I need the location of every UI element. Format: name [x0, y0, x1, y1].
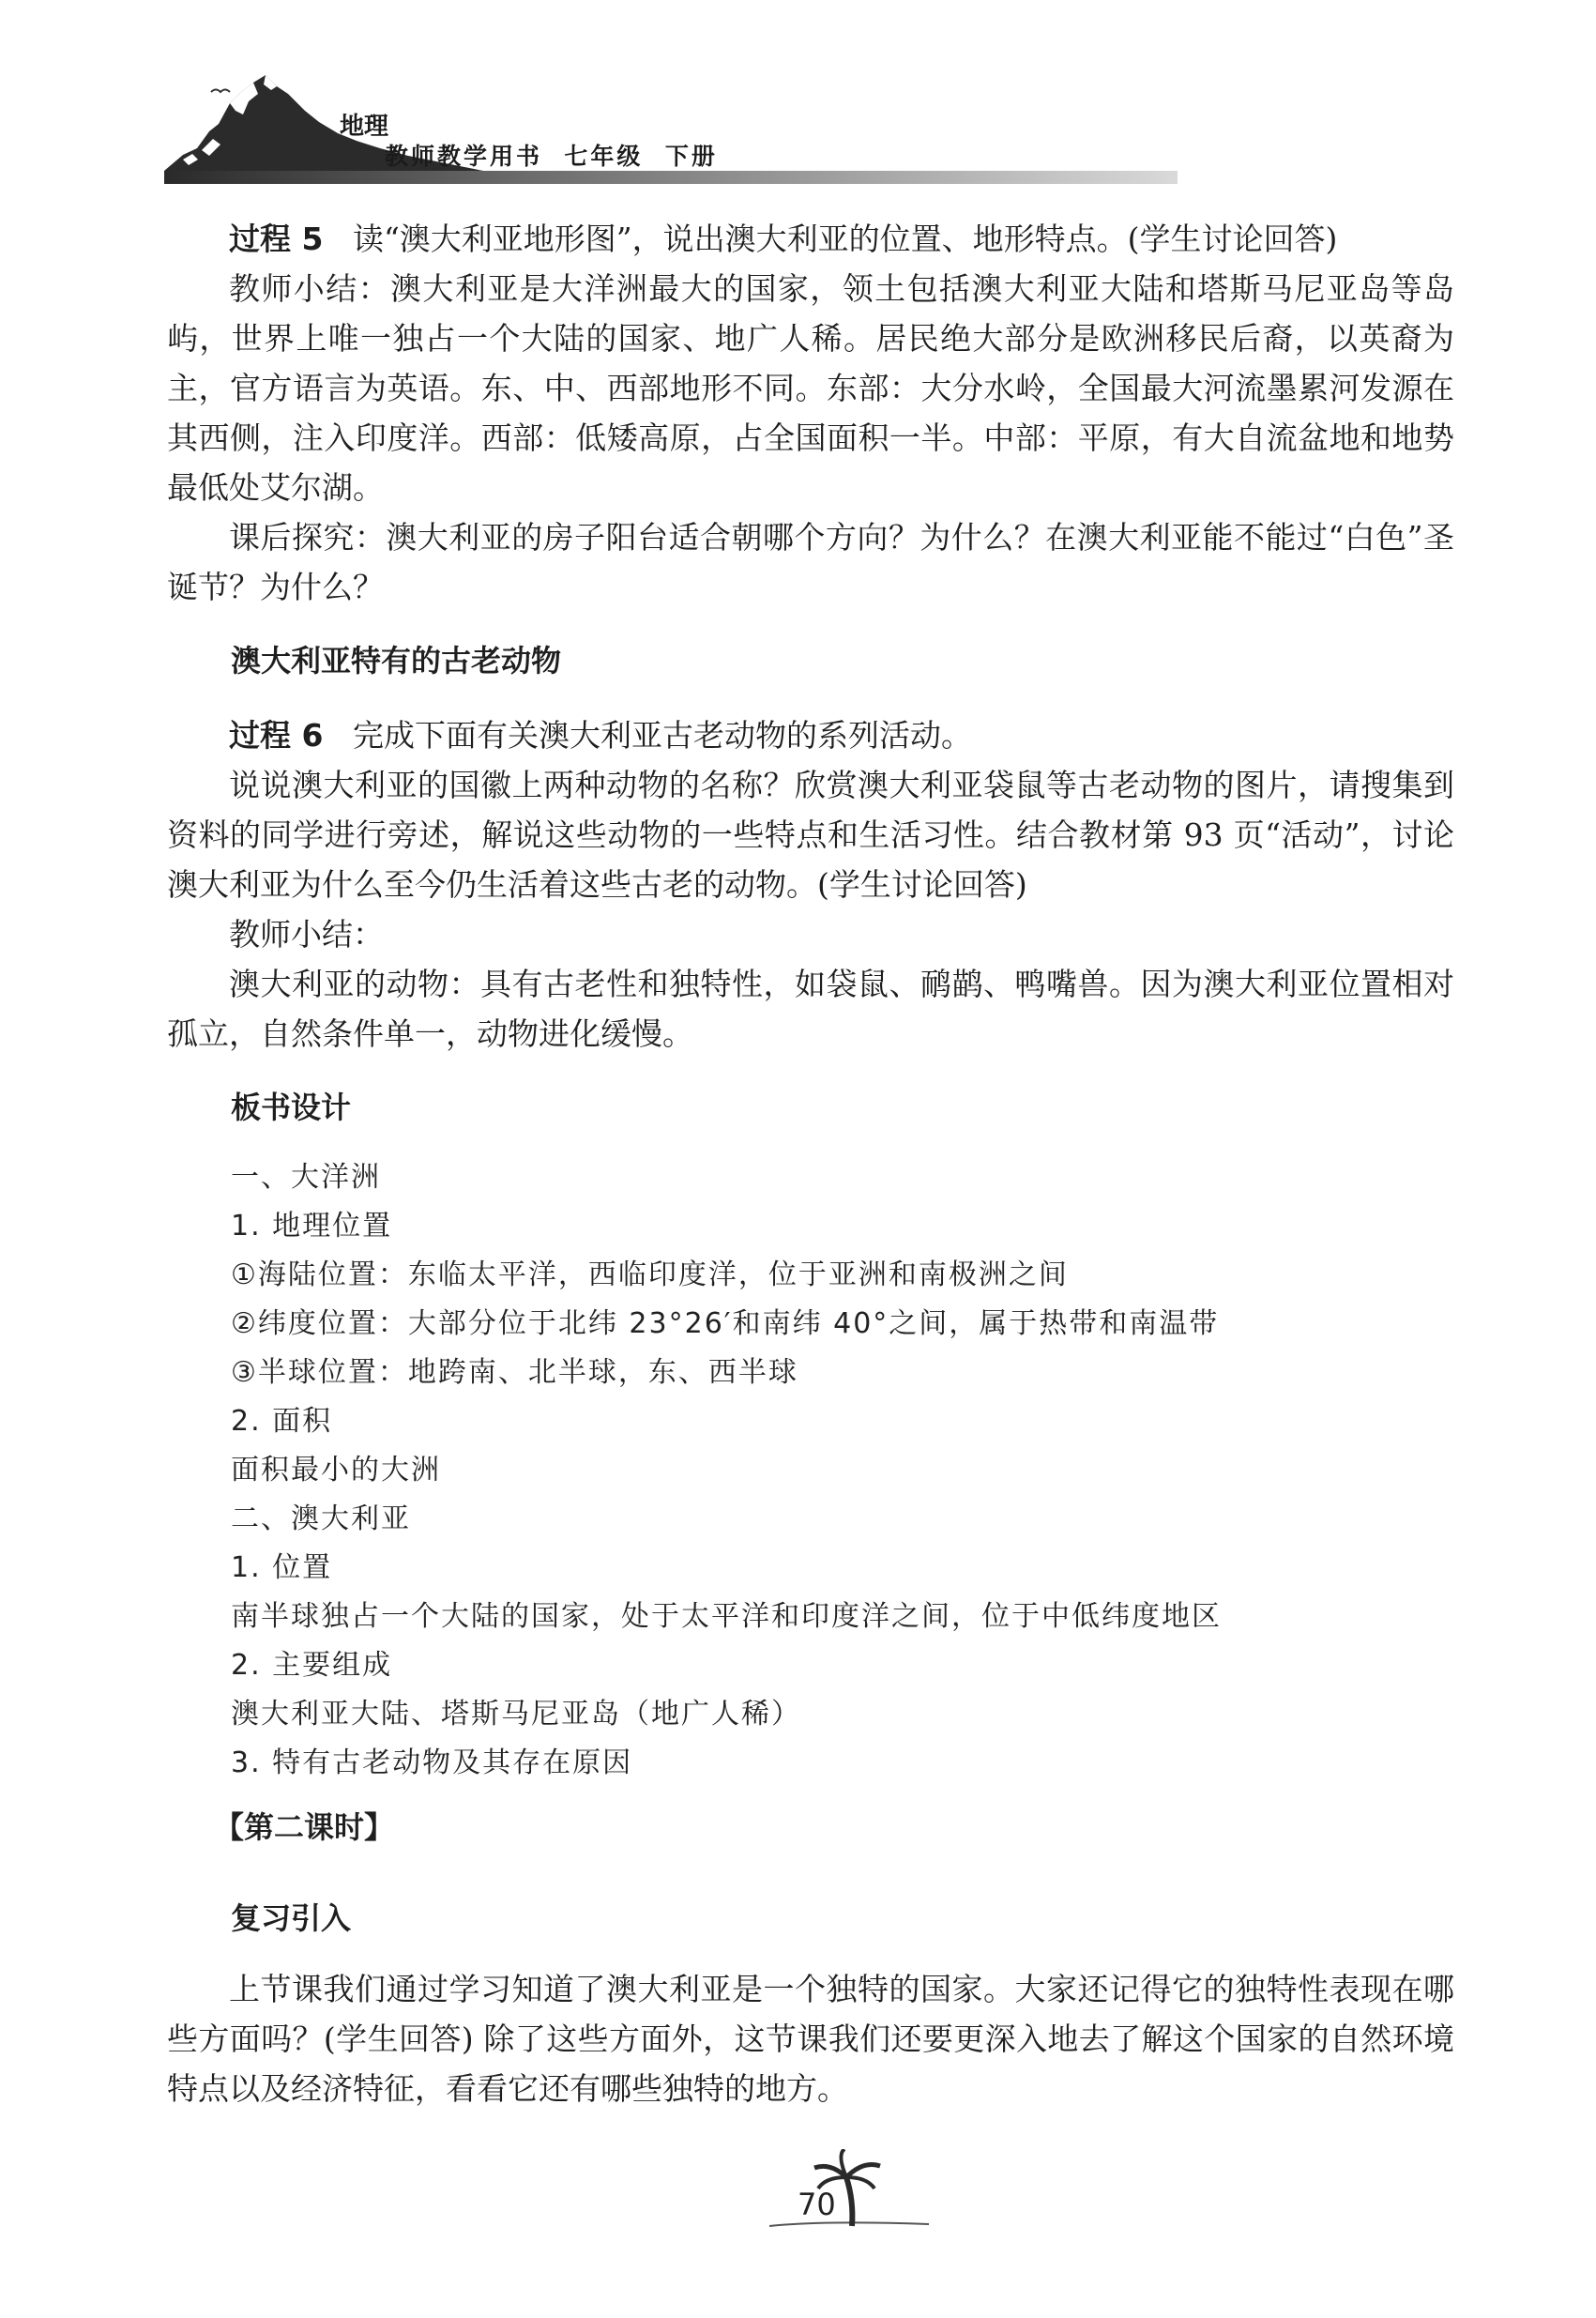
process-6-paragraph	[167, 710, 1454, 760]
review-intro-heading: 复习引入	[231, 1900, 352, 1936]
board-line: 二、澳大利亚	[231, 1502, 411, 1535]
board-line: 一、大洋洲	[231, 1161, 381, 1194]
process-5-text: 读“澳大利亚地形图”，说出澳大利亚的位置、地形特点。(学生讨论回答)	[352, 221, 1338, 257]
board-line: 2. 面积	[231, 1405, 333, 1438]
mountain-banner-icon	[164, 66, 1178, 192]
teacher-summary-label: 教师小结：	[229, 916, 384, 953]
board-line: 3. 特有古老动物及其存在原因	[231, 1746, 633, 1779]
board-line: 2. 主要组成	[231, 1649, 393, 1682]
board-line: 1. 位置	[231, 1551, 333, 1584]
animal-activity-paragraph: 说说澳大利亚的国徽上两种动物的名称？欣赏澳大利亚袋鼠等古老动物的图片，请搜集到资料的同学进行旁述，解说这些动物的一些特点和生活习性。结合教材第 93 页“活动”，讨论澳大利亚为什么至今仍生活着这些古老的动物。(学生讨论回答)	[167, 767, 1454, 903]
lesson-2-heading: 【第二课时】	[214, 1809, 395, 1845]
board-line: 澳大利亚大陆、塔斯马尼亚岛（地广人稀）	[231, 1698, 801, 1731]
teacher-summary-terrain: 教师小结：澳大利亚是大洋洲最大的国家，领土包括澳大利亚大陆和塔斯马尼亚岛等岛屿，世界上唯一独占一个大陆的国家、地广人稀。居民绝大部分是欧洲移民后裔，以英裔为主，官方语言为英语。东、中、西部地形不同。东部：大分水岭，全国最大河流墨累河发源在其西侧，注入印度洋。西部：低矮高原，占全国面积一半。中部：平原，有大自流盆地和地势最低处艾尔湖。	[167, 270, 1454, 506]
board-line: ②纬度位置：大部分位于北纬 23°26′和南纬 40°之间，属于热带和南温带	[231, 1307, 1220, 1340]
process-5-paragraph	[167, 214, 1454, 264]
page-body	[167, 214, 1454, 2113]
board-line: 面积最小的大洲	[231, 1454, 441, 1487]
section-heading-board-design: 板书设计	[231, 1090, 352, 1125]
process-5-label: 过程 5	[229, 221, 324, 257]
review-intro-paragraph: 上节课我们通过学习知道了澳大利亚是一个独特的国家。大家还记得它的独特性表现在哪些方面吗？(学生回答) 除了这些方面外，这节课我们还要更深入地去了解这个国家的自然环境特点以及经济特征，看看它还有哪些独特的地方。	[167, 1971, 1454, 2107]
teacher-summary-animals: 澳大利亚的动物：具有古老性和独特性，如袋鼠、鸸鹋、鸭嘴兽。因为澳大利亚位置相对孤立，自然条件单一，动物进化缓慢。	[167, 966, 1454, 1052]
page-footer	[769, 2149, 929, 2234]
process-6-label: 过程 6	[229, 717, 324, 754]
board-line: 1. 地理位置	[231, 1210, 393, 1243]
board-line: 南半球独占一个大陆的国家，处于太平洋和印度洋之间，位于中低纬度地区	[231, 1600, 1222, 1633]
section-heading-ancient-animals: 澳大利亚特有的古老动物	[231, 643, 562, 679]
board-line: ③半球位置：地跨南、北半球，东、西半球	[231, 1356, 798, 1389]
board-design-outline	[167, 1153, 1454, 1788]
page-header	[164, 66, 1178, 192]
header-series: 教师教学用书 七年级 下册	[385, 143, 718, 170]
palm-tree-icon	[769, 2149, 929, 2234]
header-subject: 地理	[340, 113, 389, 141]
after-class-exploration: 课后探究：澳大利亚的房子阳台适合朝哪个方向？为什么？在澳大利亚能不能过“白色”圣诞节？为什么？	[167, 519, 1454, 605]
page-number: 70	[798, 2187, 836, 2222]
process-6-text: 完成下面有关澳大利亚古老动物的系列活动。	[352, 717, 972, 754]
board-line: ①海陆位置：东临太平洋，西临印度洋，位于亚洲和南极洲之间	[231, 1258, 1069, 1291]
